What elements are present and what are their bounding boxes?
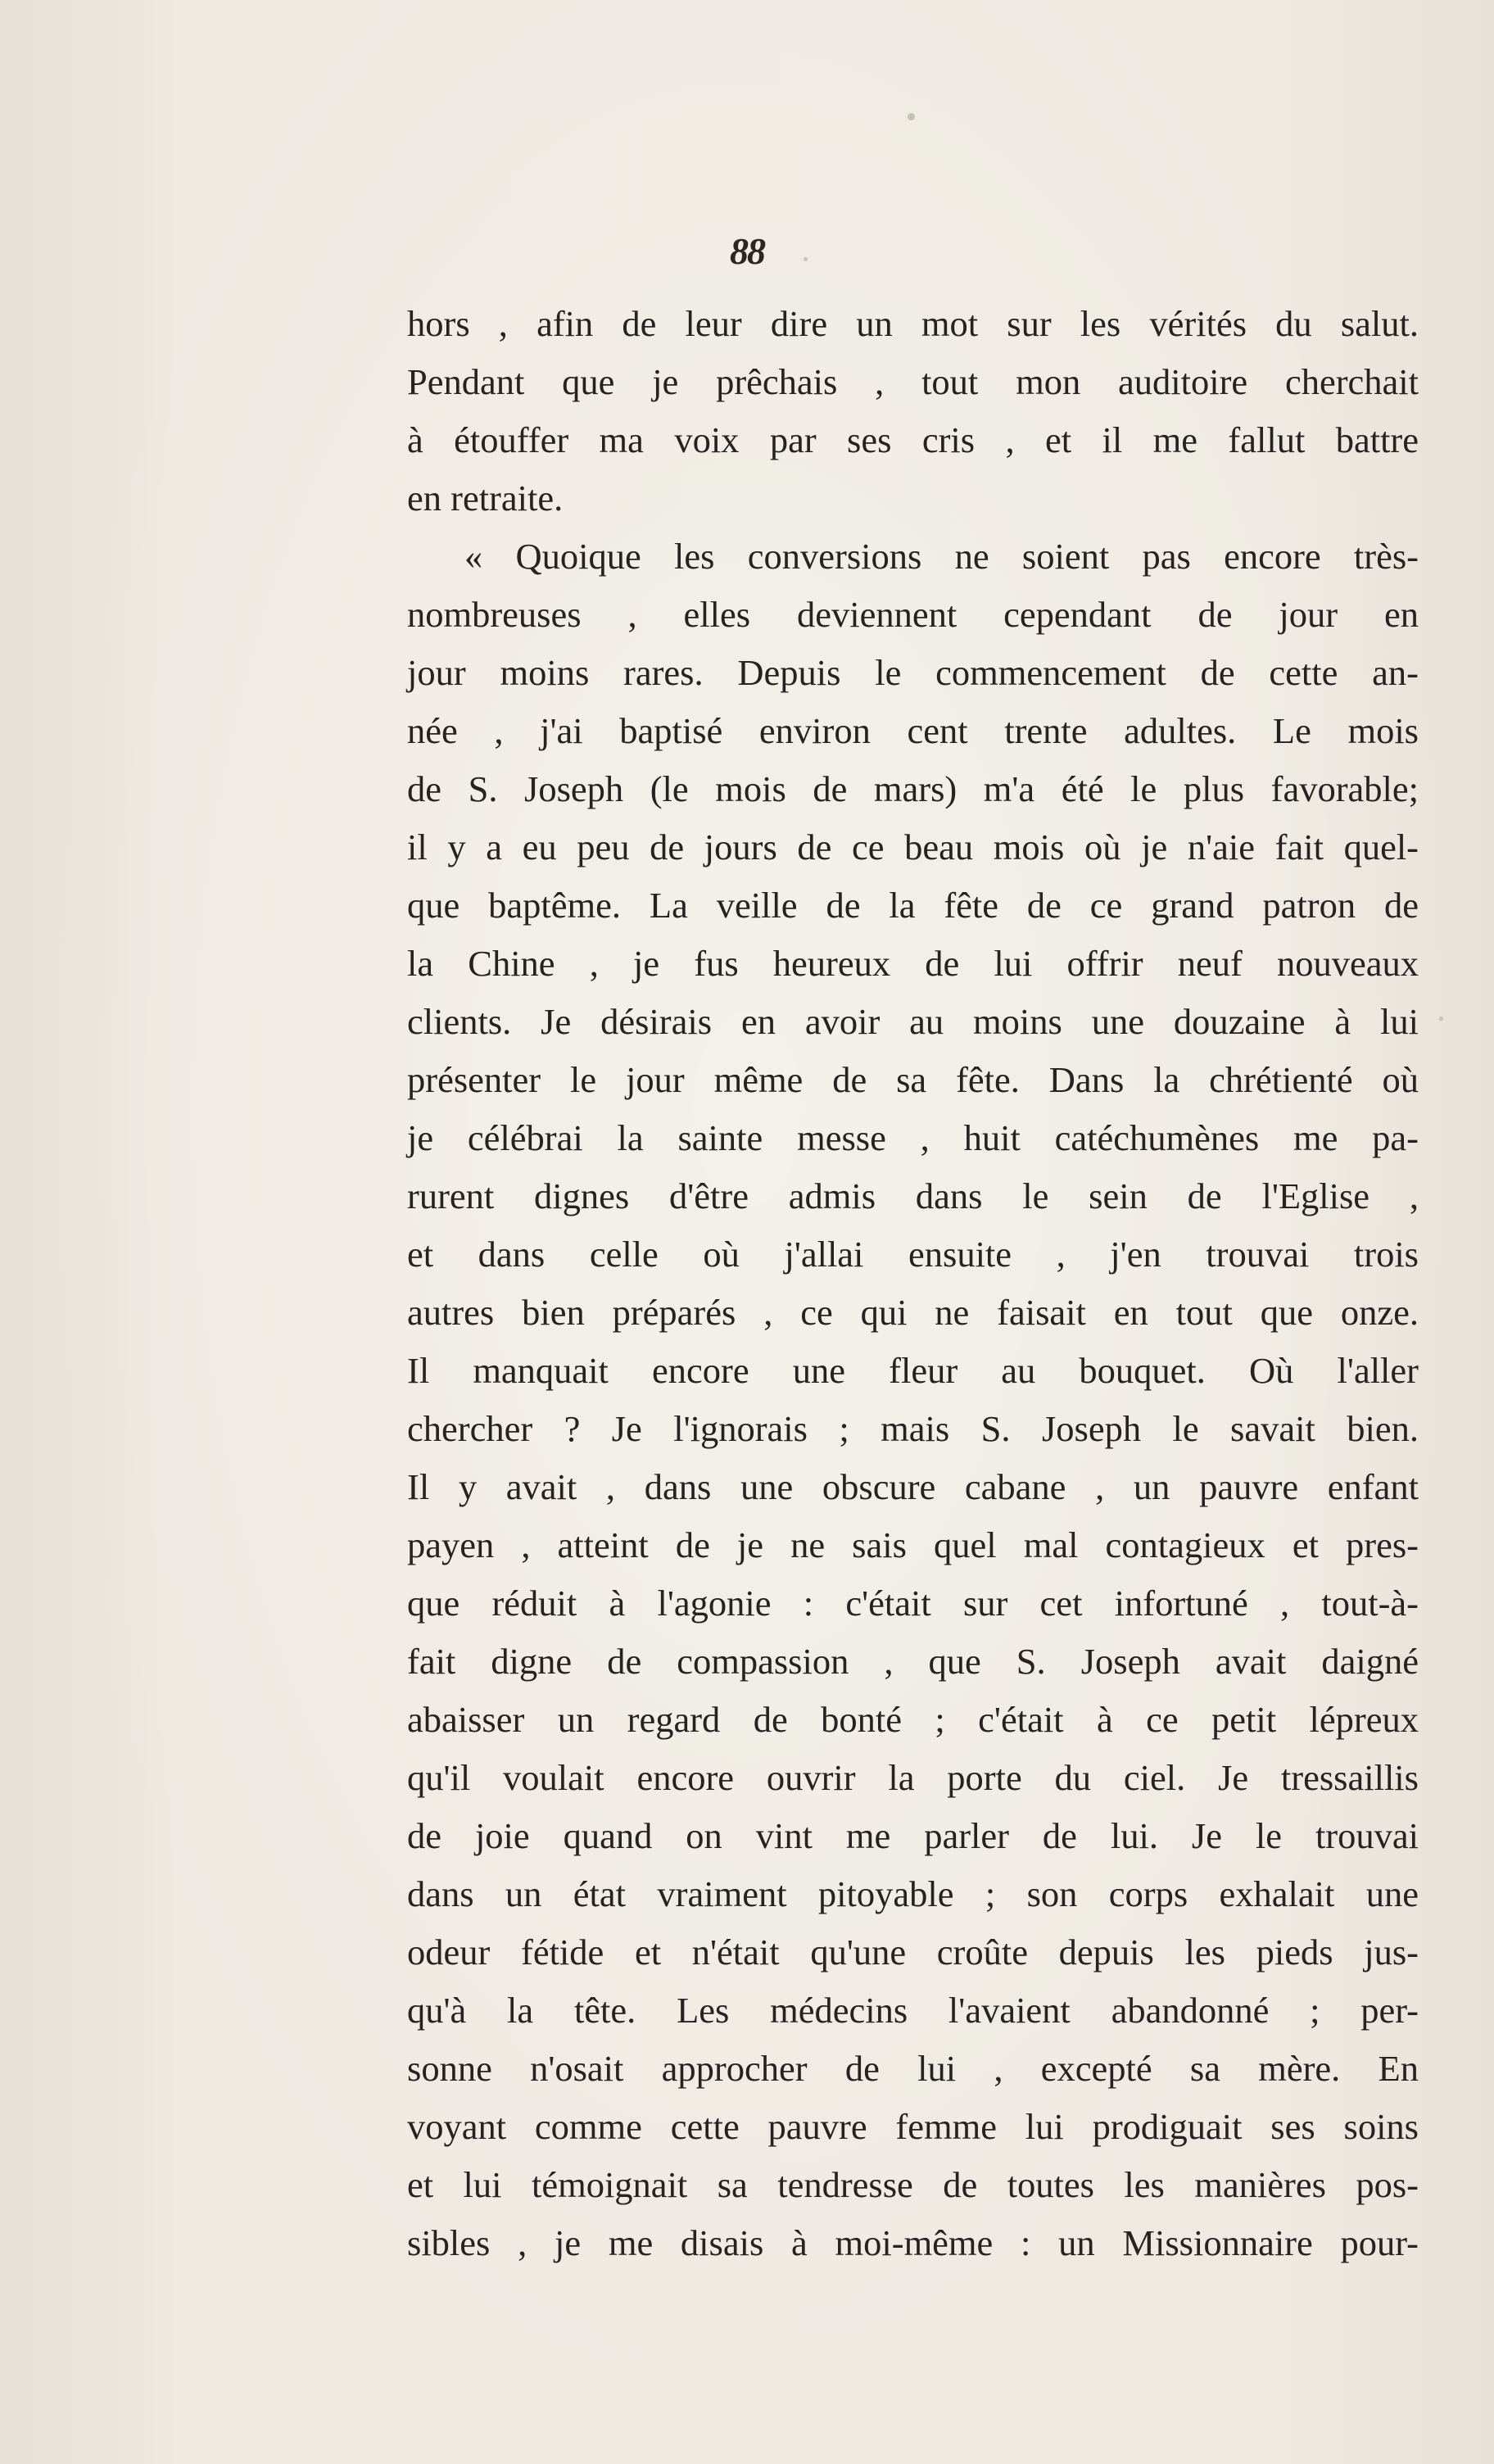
text-line: sonne n'osait approcher de lui , excepté sa mère. En (407, 2048, 1419, 2089)
text-line: la Chine , je fus heureux de lui offrir neuf nouveaux (407, 943, 1419, 984)
text-line: payen , atteint de je ne sais quel mal contagieux et pres- (407, 1524, 1419, 1565)
text-line: clients. Je désirais en avoir au moins une douzaine à lui (407, 1001, 1419, 1042)
text-line: abaisser un regard de bonté ; c'était à ce petit lépreux (407, 1699, 1419, 1740)
text-line: fait digne de compassion , que S. Joseph avait daigné (407, 1641, 1419, 1682)
text-line: voyant comme cette pauvre femme lui prodiguait ses soins (407, 2106, 1419, 2147)
text-line: je célébrai la sainte messe , huit catéchumènes me pa- (407, 1117, 1419, 1158)
text-line: rurent dignes d'être admis dans le sein de l'Eglise , (407, 1175, 1419, 1216)
text-line: hors , afin de leur dire un mot sur les vérités du salut. (407, 303, 1419, 344)
paper-speck (1439, 1017, 1443, 1021)
text-line: « Quoique les conversions ne soient pas encore très- (464, 536, 1419, 577)
text-line: née , j'ai baptisé environ cent trente adultes. Le mois (407, 710, 1419, 751)
text-line: jour moins rares. Depuis le commencement de cette an- (407, 652, 1419, 693)
body-text (407, 295, 1419, 2272)
page-number: 88 (730, 230, 764, 272)
text-line: de S. Joseph (le mois de mars) m'a été le plus favorable; (407, 768, 1419, 809)
text-line: que réduit à l'agonie : c'était sur cet infortuné , tout-à- (407, 1583, 1419, 1624)
text-line: et lui témoignait sa tendresse de toutes les manières pos- (407, 2164, 1419, 2205)
text-line: qu'à la tête. Les médecins l'avaient abandonné ; per- (407, 1990, 1419, 2031)
text-line: il y a eu peu de jours de ce beau mois où je n'aie fait quel- (407, 827, 1419, 867)
text-line: Il manquait encore une fleur au bouquet. Où l'aller (407, 1350, 1419, 1391)
text-line: à étouffer ma voix par ses cris , et il me fallut battre (407, 419, 1419, 460)
text-line: nombreuses , elles deviennent cependant de jour en (407, 594, 1419, 635)
text-line: odeur fétide et n'était qu'une croûte depuis les pieds jus- (407, 1932, 1419, 1973)
text-line: dans un état vraiment pitoyable ; son corps exhalait une (407, 1873, 1419, 1914)
text-line: et dans celle où j'allai ensuite , j'en trouvai trois (407, 1234, 1419, 1275)
text-line: que baptême. La veille de la fête de ce grand patron de (407, 885, 1419, 926)
text-line: de joie quand on vint me parler de lui. Je le trouvai (407, 1815, 1419, 1856)
text-line: sibles , je me disais à moi-même : un Missionnaire pour- (407, 2222, 1419, 2263)
text-line: autres bien préparés , ce qui ne faisait en tout que onze. (407, 1292, 1419, 1333)
text-line: présenter le jour même de sa fête. Dans la chrétienté où (407, 1059, 1419, 1100)
text-line: en retraite. (407, 478, 564, 519)
text-line: Il y avait , dans une obscure cabane , un pauvre enfant (407, 1466, 1419, 1507)
text-line: chercher ? Je l'ignorais ; mais S. Joseph le savait bien. (407, 1408, 1419, 1449)
paper-speck (908, 113, 915, 120)
text-line: Pendant que je prêchais , tout mon auditoire cherchait (407, 361, 1419, 402)
text-line: qu'il voulait encore ouvrir la porte du ciel. Je tressaillis (407, 1757, 1419, 1798)
